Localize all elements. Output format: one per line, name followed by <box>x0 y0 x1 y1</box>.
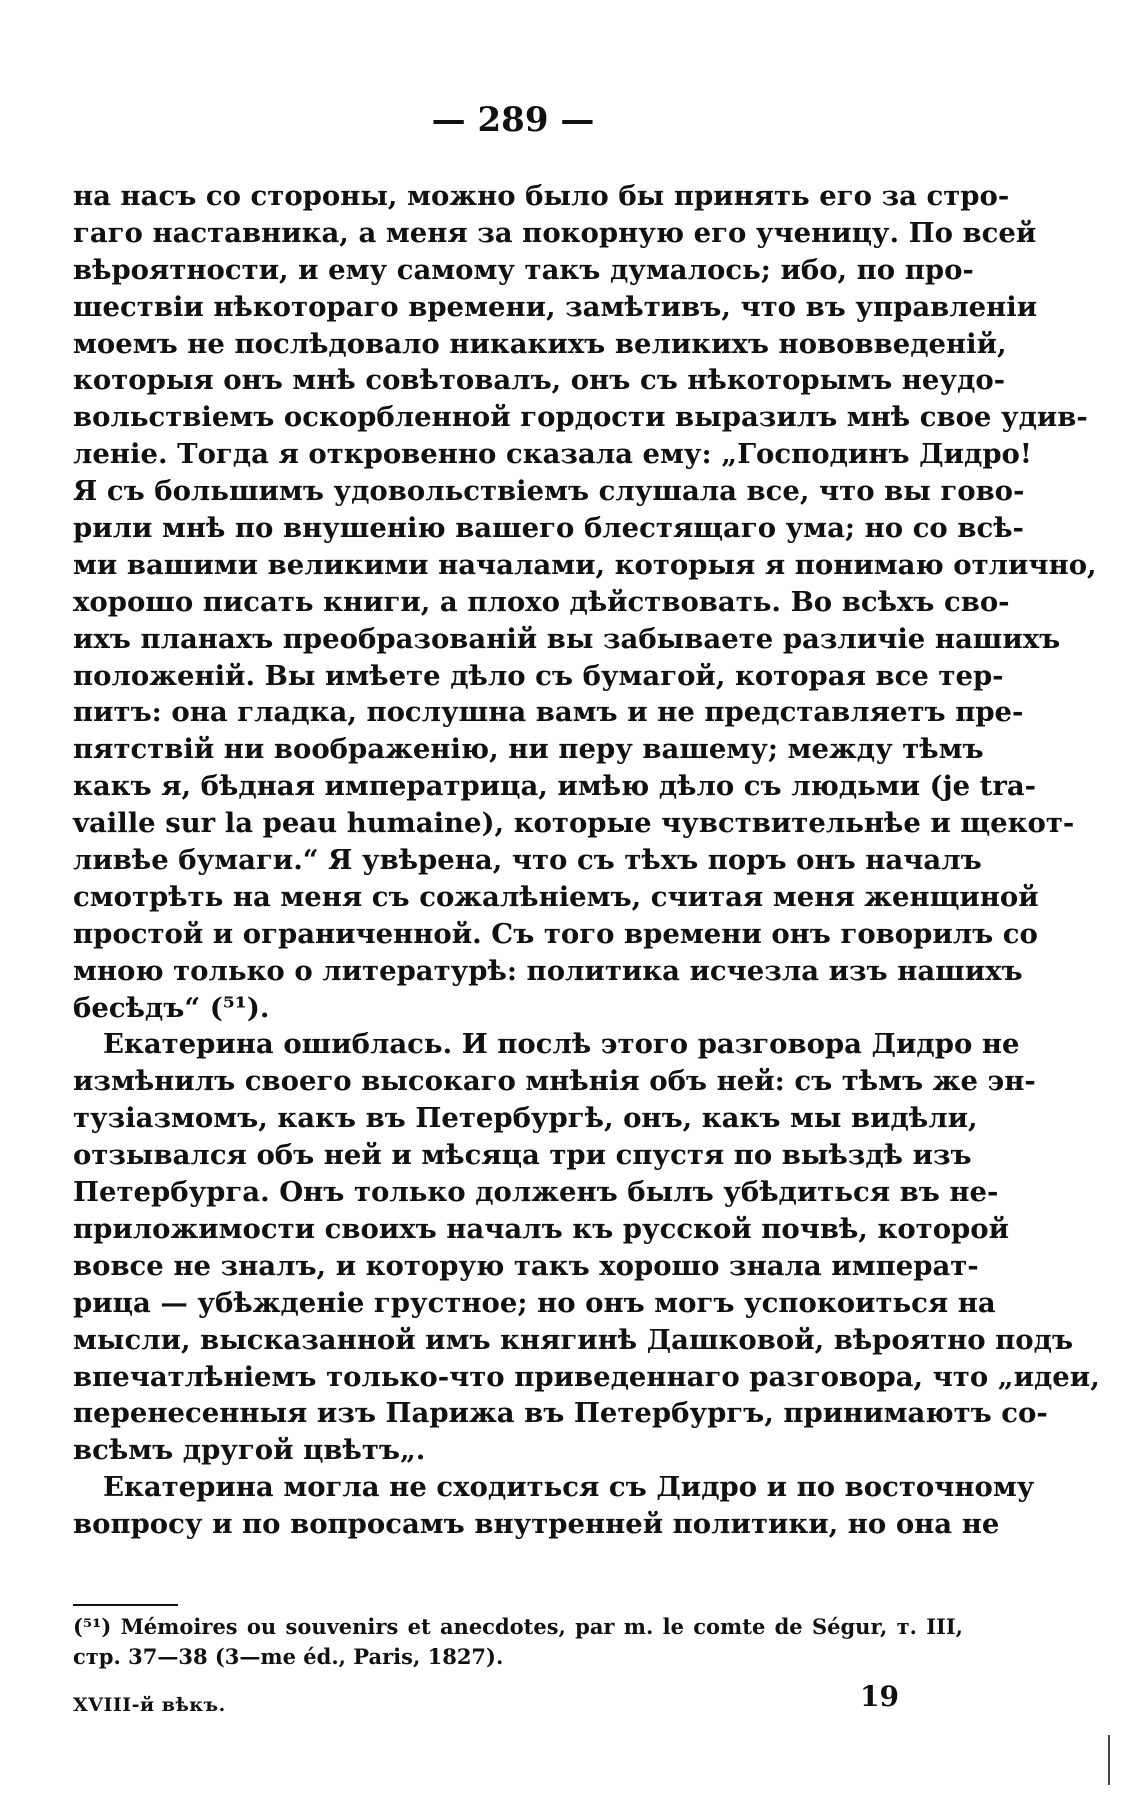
text-line: ливѣе бумаги.“ Я увѣрена, что съ тѣхъ поръ онъ началъ <box>73 844 982 877</box>
text-line: приложимости своихъ началъ къ русской почвѣ, которой <box>73 1212 1010 1245</box>
text-line: впечатлѣніемъ только-что приведеннаго разговора, что „идеи, <box>73 1360 1100 1393</box>
footnote-line: стр. 37—38 (3—me éd., Paris, 1827). <box>73 1644 504 1669</box>
text-line: на насъ со стороны, можно было бы принять его за стро- <box>73 180 1010 212</box>
text-line: ми вашими великими началами, которыя я понимаю отлично, <box>73 548 1097 581</box>
footnote-line: (⁵¹) Mémoires ou souvenirs et anecdotes, par m. le comte de Ségur, т. III, <box>73 1614 963 1639</box>
text-line: леніе. Тогда я откровенно сказала ему: „Господинъ Дидро! <box>73 438 1032 471</box>
signature-mark: XVIII-й вѣкъ. <box>73 1694 226 1716</box>
sheet-number: 19 <box>860 1680 899 1713</box>
text-line: бесѣдъ“ (⁵¹). <box>73 991 270 1024</box>
text-line: простой и ограниченной. Съ того времени онъ говорилъ со <box>73 917 1038 950</box>
text-line: ихъ планахъ преобразованій вы забываете различіе нашихъ <box>73 622 1061 655</box>
page-edge-mark <box>1108 1735 1110 1785</box>
text-line: перенесенныя изъ Парижа въ Петербургъ, принимаютъ со- <box>73 1397 1048 1430</box>
footnote <box>73 1612 963 1672</box>
text-line: Екатерина ошиблась. И послѣ этого разговора Дидро не <box>103 1028 1020 1061</box>
text-line: вовсе не зналъ, и которую такъ хорошо знала императ- <box>73 1249 979 1282</box>
text-line: Петербурга. Онъ только долженъ былъ убѣдиться въ не- <box>73 1176 999 1209</box>
text-line: мысли, высказанной имъ княгинѣ Дашковой, вѣроятно подъ <box>73 1323 1074 1356</box>
text-line: хорошо писать книги, а плохо дѣйствовать. Во всѣхъ сво- <box>73 585 1010 618</box>
text-line: мною только о литературѣ: политика исчезла изъ нашихъ <box>73 954 1023 987</box>
text-line: вольствіемъ оскорбленной гордости выразилъ мнѣ свое удив- <box>73 401 1088 434</box>
text-line: моемъ не послѣдовало никакихъ великихъ нововведеній, <box>73 327 1007 360</box>
text-line: которыя онъ мнѣ совѣтовалъ, онъ съ нѣкоторымъ неудо- <box>73 364 1006 397</box>
text-line: пятствій ни воображенію, ни перу вашему; между тѣмъ <box>73 733 984 766</box>
text-line: Екатерина могла не сходиться съ Дидро и по восточному <box>103 1471 1035 1504</box>
text-line: рили мнѣ по внушенію вашего блестящаго ума; но со всѣ- <box>73 512 1024 545</box>
text-line: шествіи нѣкотораго времени, замѣтивъ, что въ управленіи <box>73 290 1038 323</box>
text-line: измѣнилъ своего высокаго мнѣнія объ ней: съ тѣмъ же эн- <box>73 1065 1036 1098</box>
text-line: смотрѣть на меня съ сожалѣніемъ, считая меня женщиной <box>73 880 1039 913</box>
text-line: vaille sur la peau humaine), которые чувствительнѣе и щекот- <box>73 807 1075 840</box>
text-line: гаго наставника, а меня за покорную его ученицу. По всей <box>73 216 1037 249</box>
text-line: всѣмъ другой цвѣтъ„. <box>73 1434 426 1467</box>
text-line: какъ я, бѣдная императрица, имѣю дѣло съ людьми (je tra- <box>73 770 1037 803</box>
text-line: отзывался объ ней и мѣсяца три спустя по выѣздѣ изъ <box>73 1139 972 1172</box>
text-line: положеній. Вы имѣете дѣло съ бумагой, которая все тер- <box>73 659 1004 692</box>
text-line: питъ: она гладка, послушна вамъ и не представляетъ пре- <box>73 696 1024 729</box>
text-line: тузіазмомъ, какъ въ Петербургѣ, онъ, какъ мы видѣли, <box>73 1102 978 1135</box>
page-number: — 289 — <box>431 100 595 140</box>
footnote-divider <box>73 1604 178 1606</box>
body-text <box>73 178 1100 1543</box>
text-line: вопросу и по вопросамъ внутренней политики, но она не <box>73 1508 1000 1541</box>
text-line: Я съ большимъ удовольствіемъ слушала все, что вы гово- <box>73 475 1025 508</box>
text-line: рица — убѣжденіе грустное; но онъ могъ успокоиться на <box>73 1286 996 1319</box>
text-line: вѣроятности, и ему самому такъ думалось; ибо, по про- <box>73 253 974 286</box>
